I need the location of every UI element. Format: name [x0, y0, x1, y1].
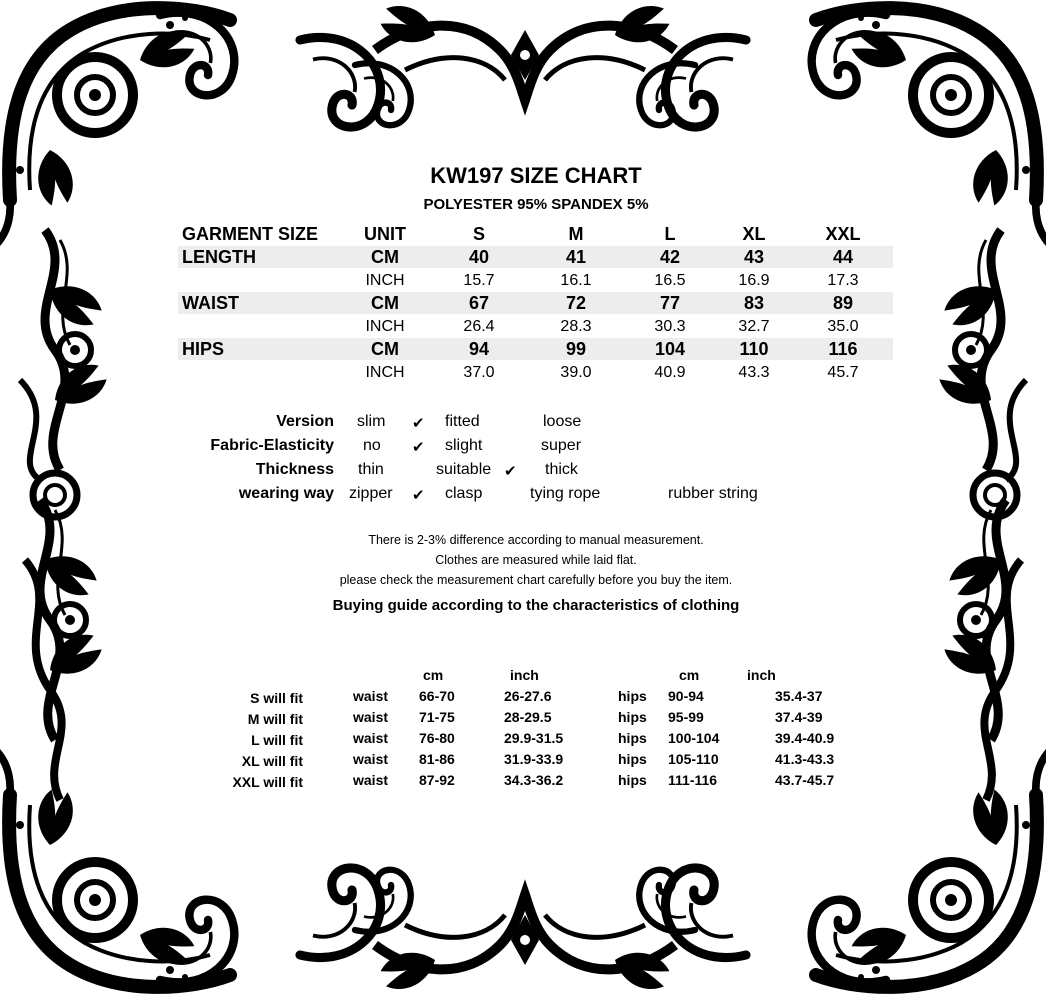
- guide-waist-inch: 29.9-31.5: [504, 730, 564, 746]
- guide-hips-inch: 41.3-43.3: [775, 751, 835, 767]
- value-cell: 83: [743, 293, 765, 313]
- value-cell: 43.3: [738, 364, 770, 381]
- value-cell: 116: [828, 339, 858, 359]
- feature-option: loose: [543, 413, 582, 430]
- guide-waist-label: waist: [353, 772, 389, 788]
- value-cell: 32.7: [738, 318, 770, 335]
- value-cell: 30.3: [654, 318, 686, 335]
- feature-option: tying rope: [530, 485, 601, 502]
- guide-header-waist-inch: inch: [510, 667, 539, 683]
- header-size-m: M: [568, 224, 584, 244]
- guide-waist-cm: 76-80: [419, 730, 455, 746]
- value-cell: 17.3: [827, 272, 859, 289]
- guide-hips-inch: 37.4-39: [775, 709, 823, 725]
- value-cell: 110: [739, 339, 769, 359]
- feature-option: clasp: [445, 485, 483, 502]
- check-icon: ✔: [504, 463, 517, 480]
- guide-hips-cm: 100-104: [668, 730, 720, 746]
- guide-hips-inch: 43.7-45.7: [775, 772, 835, 788]
- value-cell: 67: [468, 293, 490, 313]
- guide-fit-label: L will fit: [251, 732, 303, 748]
- guide-fit-label: XL will fit: [241, 753, 303, 769]
- value-cell: 39.0: [560, 364, 592, 381]
- guide-waist-inch: 28-29.5: [504, 709, 552, 725]
- value-cell: 15.7: [463, 272, 495, 289]
- row-unit: INCH: [365, 364, 405, 381]
- guide-fit-label: M will fit: [247, 711, 303, 727]
- value-cell: 104: [654, 339, 686, 359]
- header-size-s: S: [472, 224, 485, 244]
- header-size-xl: XL: [742, 224, 766, 244]
- guide-waist-label: waist: [353, 688, 389, 704]
- feature-label-thickness: Thickness: [255, 461, 334, 478]
- value-cell: 16.5: [654, 272, 686, 289]
- value-cell: 16.9: [738, 272, 770, 289]
- value-cell: 40.9: [654, 364, 686, 381]
- guide-hips-cm: 111-116: [668, 772, 718, 788]
- row-unit: INCH: [365, 272, 405, 289]
- note-line: Clothes are measured while laid flat.: [435, 553, 637, 567]
- header-size-l: L: [664, 224, 676, 244]
- row-band: [178, 338, 893, 360]
- guide-header-waist-cm: cm: [423, 667, 444, 683]
- guide-waist-cm: 66-70: [419, 688, 455, 704]
- guide-hips-label: hips: [618, 709, 647, 725]
- note-line: There is 2-3% difference according to manual measurement.: [368, 533, 704, 547]
- row-unit: CM: [371, 293, 399, 313]
- feature-option: suitable: [436, 461, 492, 478]
- guide-hips-inch: 35.4-37: [775, 688, 823, 704]
- value-cell: 72: [565, 293, 587, 313]
- note-line: please check the measurement chart carefully before you buy the item.: [339, 573, 733, 587]
- guide-hips-cm: 105-110: [668, 751, 719, 767]
- value-cell: 77: [659, 293, 681, 313]
- guide-fit-label: XXL will fit: [232, 774, 303, 790]
- feature-option: slim: [357, 413, 386, 430]
- check-icon: ✔: [412, 487, 425, 504]
- value-cell: 99: [565, 339, 587, 359]
- feature-label-wearing-way: wearing way: [238, 485, 334, 502]
- feature-option: thin: [358, 461, 384, 478]
- guide-hips-label: hips: [618, 772, 647, 788]
- header-size-xxl: XXL: [825, 224, 861, 244]
- value-cell: 44: [832, 247, 854, 267]
- feature-option: fitted: [445, 413, 480, 430]
- guide-waist-cm: 71-75: [419, 709, 455, 725]
- row-label-hips: HIPS: [182, 339, 225, 359]
- guide-header-hips-cm: cm: [679, 667, 700, 683]
- value-cell: 16.1: [560, 272, 592, 289]
- guide-waist-inch: 26-27.6: [504, 688, 552, 704]
- buying-guide-title: Buying guide according to the characteristics of clothing: [332, 597, 740, 614]
- value-cell: 28.3: [560, 318, 592, 335]
- chart-subtitle: POLYESTER 95% SPANDEX 5%: [423, 196, 649, 213]
- guide-hips-label: hips: [618, 688, 647, 704]
- row-band: [178, 246, 893, 268]
- guide-hips-cm: 90-94: [668, 688, 704, 704]
- guide-hips-cm: 95-99: [668, 709, 704, 725]
- row-label-length: LENGTH: [182, 247, 256, 267]
- feature-option: thick: [545, 461, 578, 478]
- feature-option: slight: [445, 437, 483, 454]
- check-icon: ✔: [412, 439, 425, 456]
- guide-hips-label: hips: [618, 751, 647, 767]
- guide-waist-inch: 31.9-33.9: [504, 751, 564, 767]
- guide-waist-inch: 34.3-36.2: [504, 772, 564, 788]
- header-garment-size: GARMENT SIZE: [182, 224, 319, 244]
- check-icon: ✔: [412, 415, 425, 432]
- feature-label-elasticity: Fabric-Elasticity: [210, 437, 334, 454]
- feature-option: super: [541, 437, 582, 454]
- guide-waist-label: waist: [353, 730, 389, 746]
- row-unit: CM: [371, 339, 399, 359]
- feature-label-version: Version: [276, 413, 334, 430]
- guide-hips-inch: 39.4-40.9: [775, 730, 835, 746]
- header-unit: UNIT: [364, 224, 406, 244]
- value-cell: 94: [468, 339, 490, 359]
- value-cell: 35.0: [827, 318, 859, 335]
- guide-hips-label: hips: [618, 730, 647, 746]
- value-cell: 41: [565, 247, 587, 267]
- chart-title: KW197 SIZE CHART: [430, 163, 642, 188]
- guide-header-hips-inch: inch: [747, 667, 776, 683]
- feature-option: no: [363, 437, 381, 454]
- value-cell: 37.0: [463, 364, 495, 381]
- feature-option: zipper: [349, 485, 393, 502]
- row-unit: CM: [371, 247, 399, 267]
- guide-waist-cm: 87-92: [419, 772, 455, 788]
- row-band: [178, 292, 893, 314]
- value-cell: 26.4: [463, 318, 495, 335]
- feature-option: rubber string: [668, 485, 758, 502]
- value-cell: 40: [468, 247, 490, 267]
- row-label-waist: WAIST: [182, 293, 239, 313]
- guide-waist-label: waist: [353, 751, 389, 767]
- row-unit: INCH: [365, 318, 405, 335]
- value-cell: 45.7: [827, 364, 859, 381]
- guide-fit-label: S will fit: [250, 690, 303, 706]
- guide-waist-label: waist: [353, 709, 389, 725]
- value-cell: 42: [659, 247, 681, 267]
- guide-waist-cm: 81-86: [419, 751, 455, 767]
- value-cell: 43: [743, 247, 765, 267]
- value-cell: 89: [832, 293, 854, 313]
